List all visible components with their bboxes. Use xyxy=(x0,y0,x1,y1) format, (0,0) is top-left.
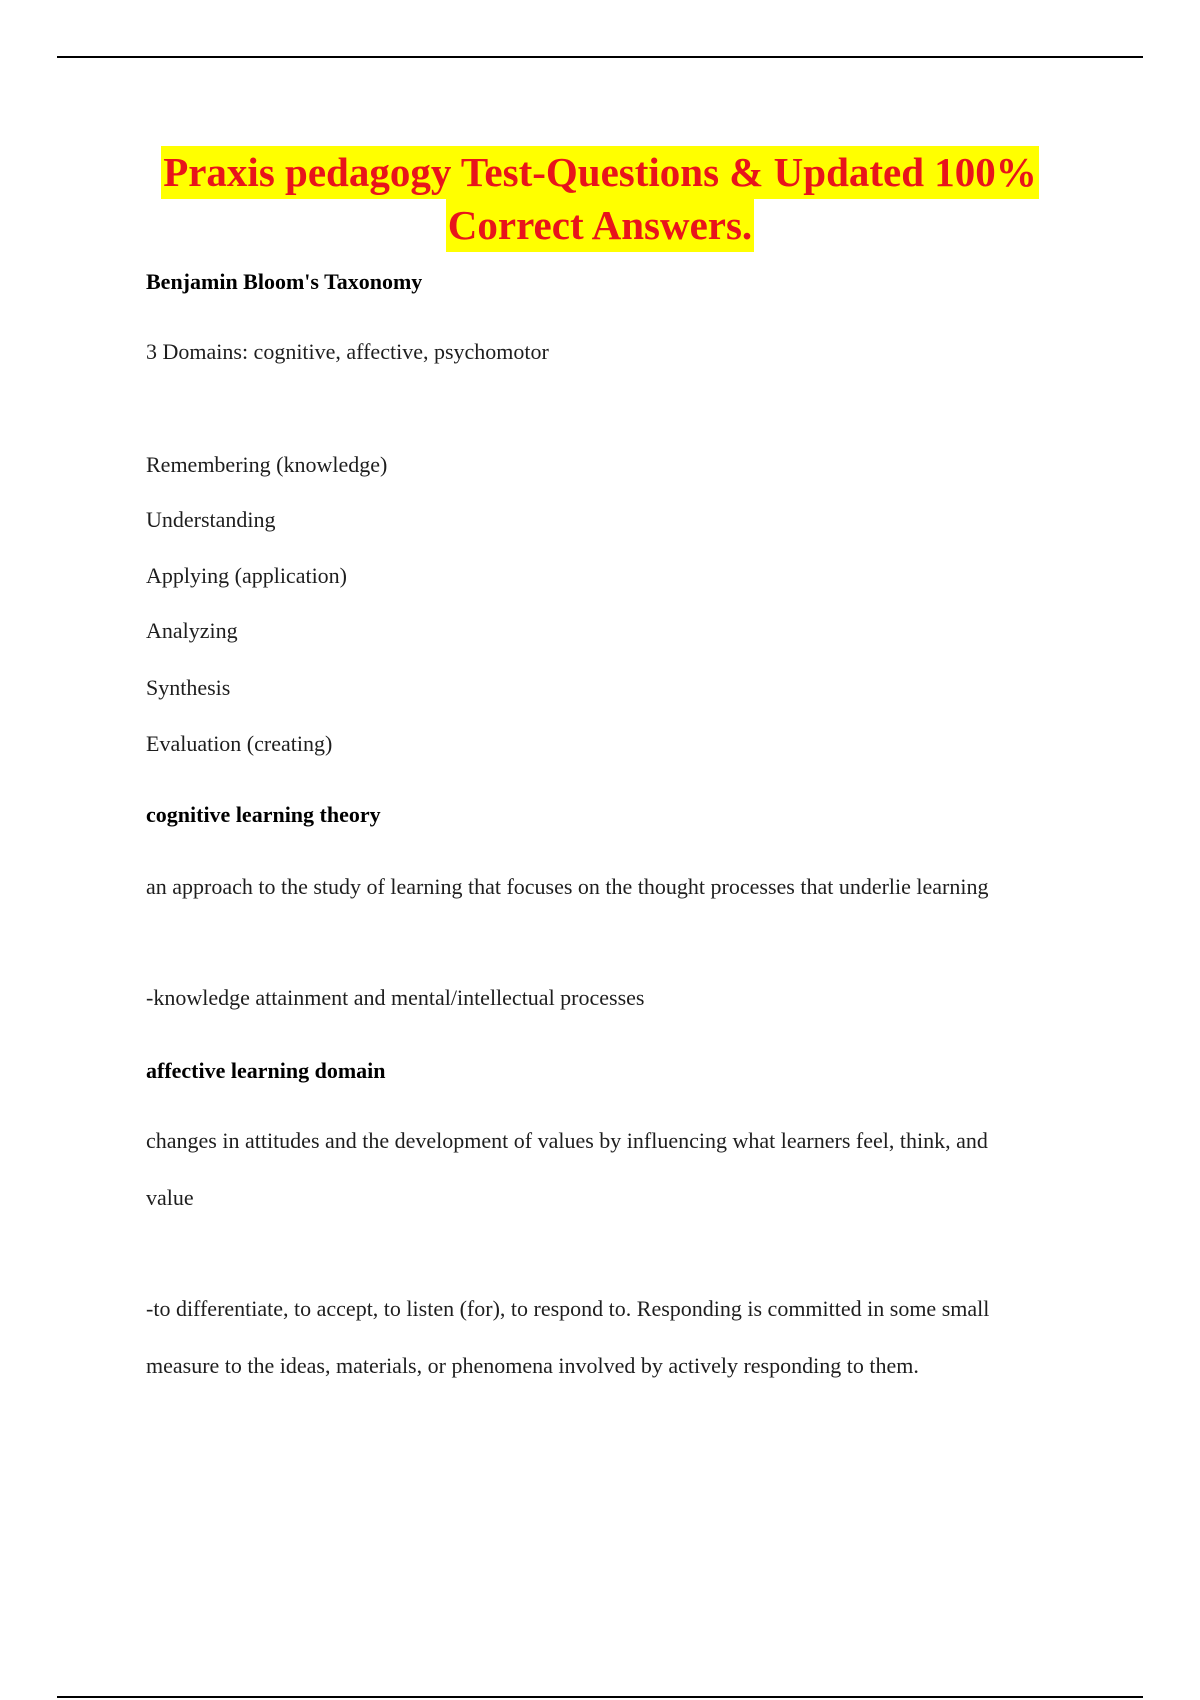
bottom-rule xyxy=(57,1696,1143,1698)
top-rule xyxy=(57,56,1143,58)
body-line: Evaluation (creating) xyxy=(146,731,333,756)
body-line: Analyzing xyxy=(146,618,238,643)
body-line: Remembering (knowledge) xyxy=(146,452,388,477)
body-line: changes in attitudes and the development of values by influencing what learners feel, think, and xyxy=(146,1128,988,1153)
section-heading-blooms-taxonomy: Benjamin Bloom's Taxonomy xyxy=(146,269,423,294)
body-line: -to differentiate, to accept, to listen (for), to respond to. Responding is committed in some small xyxy=(146,1296,990,1321)
body-line: measure to the ideas, materials, or phenomena involved by actively responding to them. xyxy=(146,1353,919,1378)
body-line: value xyxy=(146,1185,194,1210)
document-title xyxy=(100,146,1100,252)
body-line: an approach to the study of learning that focuses on the thought processes that underlie learning xyxy=(146,874,989,899)
body-line: Understanding xyxy=(146,507,276,532)
body-line: 3 Domains: cognitive, affective, psychomotor xyxy=(146,339,549,364)
body-line: -knowledge attainment and mental/intellectual processes xyxy=(146,985,645,1010)
body-line: Synthesis xyxy=(146,675,231,700)
title-line-2: Correct Answers. xyxy=(446,199,754,252)
section-heading-cognitive-learning-theory: cognitive learning theory xyxy=(146,802,381,827)
section-heading-affective-learning-domain: affective learning domain xyxy=(146,1058,386,1083)
title-line-1: Praxis pedagogy Test-Questions & Updated 100% xyxy=(161,146,1039,199)
body-line: Applying (application) xyxy=(146,563,348,588)
